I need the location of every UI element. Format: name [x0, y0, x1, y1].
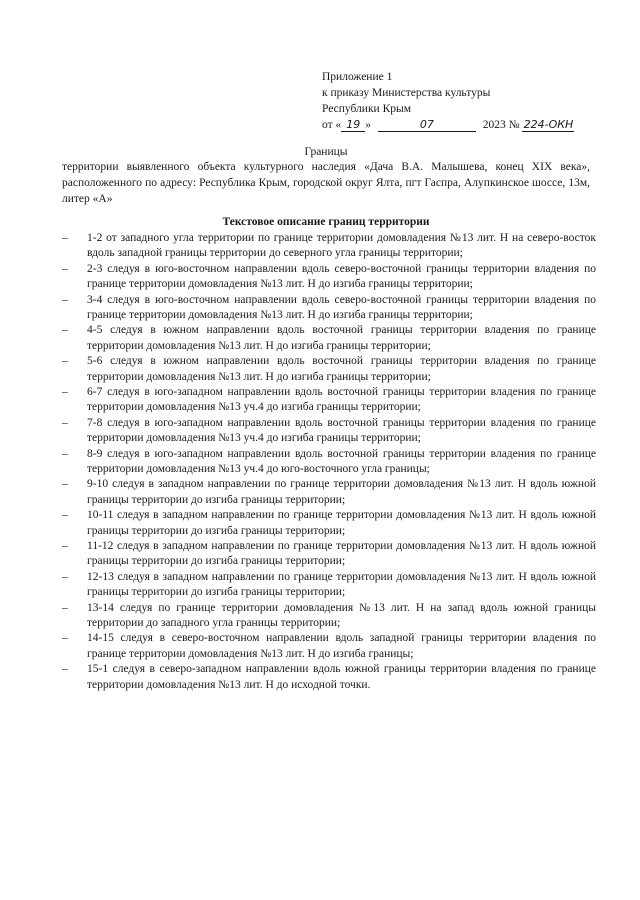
list-item-text: 15-1 следуя в северо-западном направлении вдоль южной границы территории владения по границе территории домовладения №13 лит. Н до исходной точки. [87, 663, 596, 691]
list-item [62, 262, 596, 293]
list-item [62, 323, 596, 354]
list-item [62, 662, 596, 693]
appendix-date-line [322, 117, 574, 133]
list-item [62, 447, 596, 478]
date-mid: » [365, 119, 371, 131]
list-item-text: 12-13 следуя в западном направлении по границе территории домовладения №13 лит. Н вдоль южной границы территории до изгиба границы территории; [87, 570, 596, 599]
document-title: Границы [304, 146, 348, 158]
section-heading: Текстовое описание границ территории [222, 216, 430, 228]
list-item [62, 631, 596, 662]
handwritten-order-number: 224-ОКН [523, 118, 574, 131]
bullet-dash: – [62, 509, 68, 522]
bullet-dash: – [62, 416, 68, 429]
list-item-text: 5-6 следуя в южном направлении вдоль восточной границы территории владения по границе территории домовладения №13 лит. Н до изгиба границы территории; [87, 355, 596, 383]
list-item-text: 2-3 следуя в юго-восточном направлении вдоль северо-восточной границы территории владения по границе территории домовладения №13 лит. Н до изгиба границы территории; [87, 262, 596, 291]
bullet-dash: – [62, 632, 68, 645]
appendix-order-ref: к приказу Министерства культуры [322, 87, 491, 99]
list-item-text: 4-5 следуя в южном направлении вдоль восточной границы территории владения по границе территории домовладения №13 лит. Н до изгиба границы территории; [87, 324, 596, 352]
list-item [62, 354, 596, 385]
bullet-dash: – [62, 385, 68, 398]
list-item [62, 293, 596, 324]
date-prefix: от « [322, 119, 342, 131]
bullet-dash: – [62, 262, 68, 275]
bullet-dash: – [62, 663, 68, 676]
list-item [62, 385, 596, 416]
bullet-dash: – [62, 447, 68, 460]
year-text: 2023 № [482, 119, 520, 131]
list-item [62, 416, 596, 447]
list-item-text: 13-14 следуя по границе территории домовладения №13 лит. Н на запад вдоль южной границы территории до западного угла границы территории; [87, 601, 596, 629]
bullet-dash: – [62, 293, 68, 306]
handwritten-month: 07 [378, 118, 476, 132]
bullet-dash: – [62, 232, 68, 244]
list-item-text: 7-8 следуя в юго-западном направлении вдоль восточной границы территории владения по границе территории домовладения №13 уч.4 до изгиба границы территории; [87, 416, 596, 445]
list-item [62, 570, 596, 601]
document-subject: территории выявленного объекта культурного наследия «Дача В.А. Малышева, конец XIX века», расположенного по адресу: Республика Крым, городской округ Ялта, пгт Гаспра, Алупкинское шоссе, 13м, литер «А» [62, 161, 590, 205]
list-item [62, 508, 596, 539]
bullet-dash: – [62, 355, 68, 368]
list-item-text: 6-7 следуя в юго-западном направлении вдоль восточной границы территории владения по границе территории домовладения №13 уч.4 до изгиба границы территории; [87, 385, 596, 414]
list-item-text: 14-15 следуя в северо-восточном направлении вдоль западной границы территории владения по границе территории домовладения №13 лит. Н до изгиба границы; [87, 632, 596, 660]
list-item [62, 477, 596, 508]
bullet-dash: – [62, 601, 68, 614]
handwritten-day: 19 [341, 118, 365, 132]
list-item-text: 9-10 следуя в западном направлении по границе территории домовладения №13 лит. Н вдоль южной границы территории до изгиба границы территории; [87, 478, 596, 506]
list-item [62, 539, 596, 570]
list-item-text: 10-11 следуя в западном направлении по границе территории домовладения №13 лит. Н вдоль южной границы территории до изгиба границы территории; [87, 509, 596, 537]
appendix-block [322, 69, 574, 133]
appendix-ministry: Республики Крым [322, 103, 411, 115]
list-item [62, 601, 596, 632]
bullet-dash: – [62, 539, 68, 552]
list-item-text: 1-2 от западного угла территории по границе территории домовладения №13 лит. Н на северо-восток вдоль западной границы территории до северного угла границы территории; [87, 232, 596, 260]
list-item [62, 231, 596, 262]
list-item-text: 3-4 следуя в юго-восточном направлении вдоль северо-восточной границы территории владения по границе территории домовладения №13 лит. Н до изгиба границы территории; [87, 293, 596, 321]
appendix-title: Приложение 1 [322, 71, 393, 83]
bullet-dash: – [62, 324, 68, 337]
bullet-dash: – [62, 570, 68, 583]
boundary-description-list [62, 231, 596, 693]
list-item-text: 11-12 следуя в западном направлении по границе территории домовладения №13 лит. Н вдоль южной границы территории до изгиба границы территории; [87, 539, 596, 568]
bullet-dash: – [62, 478, 68, 491]
list-item-text: 8-9 следуя в юго-западном направлении вдоль восточной границы территории владения по границе территории домовладения №13 уч.4 до юго-восточного угла границы; [87, 447, 596, 475]
